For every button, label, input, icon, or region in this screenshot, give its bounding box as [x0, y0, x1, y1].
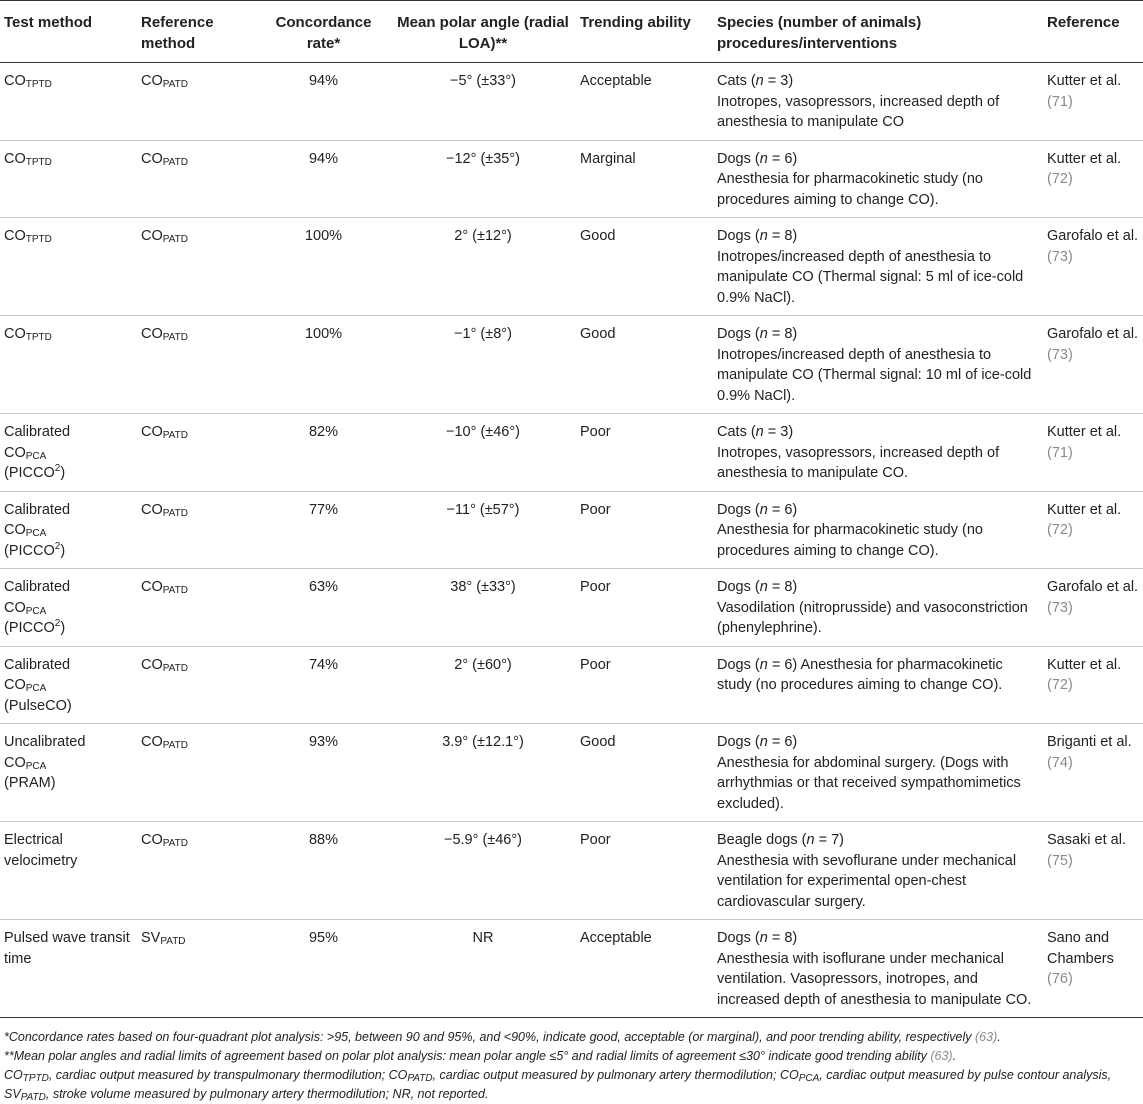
table-row — [0, 316, 1143, 414]
cell-species — [713, 724, 1043, 822]
reference-author: Sasaki et al. — [1047, 832, 1126, 848]
table-row — [0, 569, 1143, 647]
cell-concordance-rate: 88% — [257, 822, 390, 920]
cell-concordance-rate: 93% — [257, 724, 390, 822]
cell-mean-polar-angle: −5° (±33°) — [390, 63, 576, 141]
co-text: CO — [4, 1068, 23, 1082]
co-text: CO — [4, 599, 26, 616]
cell-trending-ability: Good — [576, 218, 713, 316]
procedures: Inotropes/increased depth of anesthesia to manipulate CO (Thermal signal: 5 ml of ice-cold 0.9% NaCl). — [717, 248, 1024, 306]
procedures: Anesthesia for pharmacokinetic study (no procedures aiming to change CO). — [717, 522, 983, 559]
footnote-text: **Mean polar angles and radial limits of agreement based on polar plot analysis: mean polar angle ≤5° and radial limits of agreement ≤30° indicate good trending ability — [4, 1049, 927, 1063]
cell-reference-method — [137, 920, 257, 1018]
header-concordance-rate: Concordance rate* — [257, 1, 390, 63]
abbr-pca-text: , cardiac output measured by pulse contour analysis, — [819, 1068, 1112, 1082]
co-text: CO — [4, 326, 26, 342]
sub-tptd: TPTD — [25, 156, 52, 168]
cell-mean-polar-angle: 2° (±60°) — [390, 646, 576, 724]
cell-reference-method — [137, 63, 257, 141]
cell-concordance-rate: 82% — [257, 414, 390, 492]
calibrated-text: Calibrated — [4, 501, 71, 518]
cell-concordance-rate: 63% — [257, 569, 390, 647]
cell-concordance-rate: 95% — [257, 920, 390, 1018]
cell-trending-ability: Poor — [576, 646, 713, 724]
sub-patd: PATD — [162, 740, 188, 751]
cell-species — [713, 920, 1043, 1018]
cell-trending-ability: Poor — [576, 491, 713, 569]
species-count: Dogs (n = 6) — [717, 150, 798, 167]
cell-trending-ability: Poor — [576, 569, 713, 647]
pram-text: (PRAM) — [4, 775, 56, 791]
table-footnotes — [0, 1018, 1143, 1104]
sv-text: SV — [141, 930, 161, 946]
cell-reference — [1043, 822, 1143, 920]
cell-reference — [1043, 920, 1143, 1018]
footnote-polar: **Mean polar angles and radial limits of agreement based on polar plot analysis: mean polar angle ≤5° and radial limits of agreement ≤30° indicate good trending ability (63). — [4, 1049, 957, 1063]
cell-reference-method — [137, 414, 257, 492]
procedures: Inotropes, vasopressors, increased depth of anesthesia to manipulate CO. — [717, 444, 1000, 481]
abbr-sv-text: , stroke volume measured by pulmonary artery thermodilution; NR, not reported. — [45, 1087, 489, 1101]
picco-text: (PICCO — [4, 465, 55, 481]
pulseco-text: (PulseCO) — [4, 697, 72, 714]
co-text: CO — [141, 424, 163, 440]
footnote-abbreviations — [4, 1066, 1139, 1104]
co-text: CO — [141, 832, 163, 848]
cell-trending-ability: Acceptable — [576, 63, 713, 141]
cell-trending-ability: Poor — [576, 414, 713, 492]
reference-author: Kutter et al. — [1047, 501, 1122, 518]
cell-concordance-rate: 94% — [257, 140, 390, 218]
cell-concordance-rate: 100% — [257, 316, 390, 414]
uncalibrated-text: Uncalibrated — [4, 734, 86, 750]
sub-patd: PATD — [162, 332, 188, 343]
sub-tptd: TPTD — [22, 1073, 49, 1084]
cell-reference — [1043, 491, 1143, 569]
sub-pca: PCA — [798, 1073, 820, 1084]
sub-patd: PATD — [160, 936, 186, 947]
procedures: Inotropes, vasopressors, increased depth of anesthesia to manipulate CO — [717, 93, 1000, 130]
sub-tptd: TPTD — [25, 234, 52, 245]
header-reference-method: Reference method — [137, 1, 257, 63]
cell-reference-method — [137, 724, 257, 822]
footnote-text: *Concordance rates based on four-quadrant plot analysis: >95, between 90 and 95%, and <90%, indicate good, acceptable (or marginal), and poor trending ability, respectively — [4, 1030, 972, 1044]
table-header — [0, 1, 1143, 63]
table-row — [0, 140, 1143, 218]
cell-test-method: Pulsed wave transit time — [0, 920, 137, 1018]
cell-reference-method — [137, 316, 257, 414]
header-species: Species (number of animals) procedures/interventions — [713, 1, 1043, 63]
reference-author: Kutter et al. — [1047, 150, 1122, 167]
footnote-concordance: *Concordance rates based on four-quadrant plot analysis: >95, between 90 and 95%, and <90%, indicate good, acceptable (or marginal), and poor trending ability, respectively (63). — [4, 1030, 1001, 1044]
cell-species — [713, 569, 1043, 647]
picco-text: (PICCO — [4, 542, 55, 559]
co-text: CO — [141, 579, 163, 595]
header-test-method: Test method — [0, 1, 137, 63]
reference-author: Briganti et al. — [1047, 734, 1132, 750]
cell-reference-method — [137, 646, 257, 724]
co-text: CO — [141, 734, 163, 750]
cell-concordance-rate: 77% — [257, 491, 390, 569]
cell-reference — [1043, 414, 1143, 492]
procedures: Anesthesia for abdominal surgery. (Dogs with arrhythmias or that received sympathomimetics excluded). — [717, 754, 1021, 812]
reference-author: Garofalo et al. — [1047, 579, 1139, 595]
paren-close: ) — [60, 465, 66, 481]
co-text: CO — [4, 73, 26, 89]
sub-pca: PCA — [25, 528, 47, 539]
calibrated-text: Calibrated — [4, 656, 71, 673]
cell-reference-method — [137, 140, 257, 218]
cell-test-method — [0, 414, 137, 492]
reference-link[interactable]: (73) — [1047, 346, 1073, 363]
cell-species — [713, 218, 1043, 316]
co-text: CO — [388, 1068, 408, 1082]
footnote-ref-link[interactable]: (63) — [975, 1030, 998, 1044]
cell-mean-polar-angle: 2° (±12°) — [390, 218, 576, 316]
reference-author: Kutter et al. — [1047, 424, 1122, 440]
cell-species — [713, 491, 1043, 569]
cell-test-method — [0, 724, 137, 822]
reference-link[interactable]: (73) — [1047, 248, 1073, 265]
sub-tptd: TPTD — [25, 79, 52, 90]
sub-patd: PATD — [162, 838, 188, 849]
cell-mean-polar-angle: −1° (±8°) — [390, 316, 576, 414]
cell-species — [713, 316, 1043, 414]
cell-trending-ability: Acceptable — [576, 920, 713, 1018]
cell-mean-polar-angle: 3.9° (±12.1°) — [390, 724, 576, 822]
cell-species — [713, 646, 1043, 724]
cell-test-method — [0, 569, 137, 647]
cell-species — [713, 63, 1043, 141]
sub-tptd: TPTD — [25, 332, 52, 343]
sub-patd: PATD — [162, 79, 188, 90]
reference-link[interactable]: (71) — [1047, 444, 1073, 461]
header-trending-ability: Trending ability — [576, 1, 713, 63]
cell-reference — [1043, 218, 1143, 316]
sub-pca: PCA — [25, 683, 47, 694]
sup-two: 2 — [54, 618, 61, 629]
cell-species — [713, 414, 1043, 492]
cell-reference — [1043, 646, 1143, 724]
cell-reference-method — [137, 491, 257, 569]
reference-link[interactable]: (72) — [1047, 677, 1073, 693]
species-count: Dogs (n = 6) — [717, 734, 798, 750]
cell-trending-ability: Marginal — [576, 140, 713, 218]
procedures: Anesthesia with sevoflurane under mechanical ventilation for experimental open-chest cardiovascular surgery. — [717, 852, 1017, 910]
table-row — [0, 920, 1143, 1018]
table-row — [0, 491, 1143, 569]
sup-two: 2 — [54, 540, 61, 552]
co-text: CO — [141, 656, 163, 673]
cell-reference-method — [137, 569, 257, 647]
cell-trending-ability: Good — [576, 724, 713, 822]
cell-mean-polar-angle: −11° (±57°) — [390, 491, 576, 569]
cell-reference-method — [137, 822, 257, 920]
cell-mean-polar-angle: NR — [390, 920, 576, 1018]
cell-mean-polar-angle: −12° (±35°) — [390, 140, 576, 218]
cell-trending-ability: Good — [576, 316, 713, 414]
species-count: Dogs (n = 8) — [717, 579, 798, 595]
co-text: CO — [4, 677, 26, 693]
sub-patd: PATD — [162, 234, 188, 245]
paren-close: ) — [60, 620, 66, 636]
procedures: Anesthesia with isoflurane under mechanical ventilation. Vasopressors, inotropes, and increased depth of anesthesia to manipulate CO. — [717, 950, 1032, 1008]
co-text: CO — [4, 522, 26, 538]
cell-concordance-rate: 74% — [257, 646, 390, 724]
reference-author: Sano and Chambers — [1047, 930, 1114, 967]
footnote-ref-link[interactable]: (63) — [930, 1049, 953, 1063]
reference-link[interactable]: (72) — [1047, 171, 1073, 187]
sub-patd: PATD — [162, 585, 188, 596]
co-text: CO — [4, 444, 26, 461]
cell-test-method — [0, 316, 137, 414]
reference-author: Garofalo et al. — [1047, 228, 1139, 244]
table-row — [0, 63, 1143, 141]
sub-patd: PATD — [162, 430, 188, 441]
species-count: Dogs (n = 6) — [717, 656, 798, 673]
abbr-tptd-text: , cardiac output measured by transpulmonary thermodilution; — [48, 1068, 389, 1082]
calibrated-text: Calibrated — [4, 424, 71, 440]
co-text: CO — [4, 754, 26, 771]
species-count: Dogs (n = 6) — [717, 501, 798, 518]
co-text: CO — [4, 228, 26, 244]
species-count: Cats (n = 3) — [717, 73, 794, 89]
sub-patd: PATD — [162, 662, 188, 674]
abbr-patd-text: , cardiac output measured by pulmonary artery thermodilution; — [432, 1068, 780, 1082]
procedures: Vasodilation (nitroprusside) and vasoconstriction (phenylephrine). — [717, 599, 1028, 636]
sub-patd: PATD — [20, 1092, 46, 1103]
cell-concordance-rate: 100% — [257, 218, 390, 316]
co-text: CO — [141, 150, 163, 167]
procedures: Anesthesia for pharmacokinetic study (no procedures aiming to change CO). — [717, 171, 983, 208]
reference-author: Kutter et al. — [1047, 73, 1122, 89]
calibrated-text: Calibrated — [4, 579, 71, 595]
reference-author: Kutter et al. — [1047, 656, 1122, 673]
header-mean-polar-angle: Mean polar angle (radial LOA)** — [390, 1, 576, 63]
table-row — [0, 822, 1143, 920]
sub-pca: PCA — [25, 760, 47, 772]
reference-link[interactable]: (74) — [1047, 754, 1073, 771]
species-count: Cats (n = 3) — [717, 424, 794, 440]
cell-species — [713, 822, 1043, 920]
sub-patd: PATD — [407, 1073, 433, 1084]
cell-test-method — [0, 63, 137, 141]
cell-reference — [1043, 569, 1143, 647]
co-text: CO — [141, 228, 163, 244]
reference-link[interactable]: (75) — [1047, 852, 1073, 869]
cell-reference — [1043, 140, 1143, 218]
cell-test-method — [0, 491, 137, 569]
co-text: CO — [4, 150, 26, 167]
paren-close: ) — [60, 542, 66, 559]
cell-reference-method — [137, 218, 257, 316]
sv-text: SV — [4, 1087, 21, 1101]
cell-test-method — [0, 646, 137, 724]
cell-species — [713, 140, 1043, 218]
table-row — [0, 646, 1143, 724]
species-count: Dogs (n = 8) — [717, 326, 798, 342]
sub-patd: PATD — [162, 507, 188, 519]
cell-mean-polar-angle: 38° (±33°) — [390, 569, 576, 647]
sub-pca: PCA — [25, 450, 47, 462]
species-count: Dogs (n = 8) — [717, 228, 798, 244]
cell-reference — [1043, 63, 1143, 141]
cell-concordance-rate: 94% — [257, 63, 390, 141]
header-reference: Reference — [1043, 1, 1143, 63]
cell-test-method — [0, 140, 137, 218]
co-text: CO — [141, 501, 163, 518]
sub-patd: PATD — [162, 156, 188, 168]
species-count: Dogs (n = 8) — [717, 930, 798, 946]
co-text: CO — [141, 326, 163, 342]
cell-mean-polar-angle: −5.9° (±46°) — [390, 822, 576, 920]
reference-link[interactable]: (72) — [1047, 522, 1073, 538]
cell-reference — [1043, 316, 1143, 414]
sup-two: 2 — [54, 463, 61, 474]
cell-test-method: Electrical velocimetry — [0, 822, 137, 920]
reference-link[interactable]: (76) — [1047, 971, 1073, 987]
co-text: CO — [141, 73, 163, 89]
cell-reference — [1043, 724, 1143, 822]
table-body — [0, 63, 1143, 1018]
reference-link[interactable]: (71) — [1047, 93, 1073, 110]
species-count: Beagle dogs (n = 7) — [717, 832, 844, 848]
reference-author: Garofalo et al. — [1047, 326, 1139, 342]
sub-pca: PCA — [25, 605, 47, 617]
cell-test-method — [0, 218, 137, 316]
procedures: Inotropes/increased depth of anesthesia to manipulate CO (Thermal signal: 10 ml of ice-cold 0.9% NaCl). — [717, 346, 1032, 404]
table-row — [0, 414, 1143, 492]
cell-mean-polar-angle: −10° (±46°) — [390, 414, 576, 492]
table-row — [0, 218, 1143, 316]
table-row — [0, 724, 1143, 822]
reference-link[interactable]: (73) — [1047, 599, 1073, 616]
picco-text: (PICCO — [4, 620, 55, 636]
cell-trending-ability: Poor — [576, 822, 713, 920]
co-text: CO — [779, 1068, 799, 1082]
procedures: Anesthesia for pharmacokinetic study (no procedures aiming to change CO). — [717, 656, 1003, 693]
